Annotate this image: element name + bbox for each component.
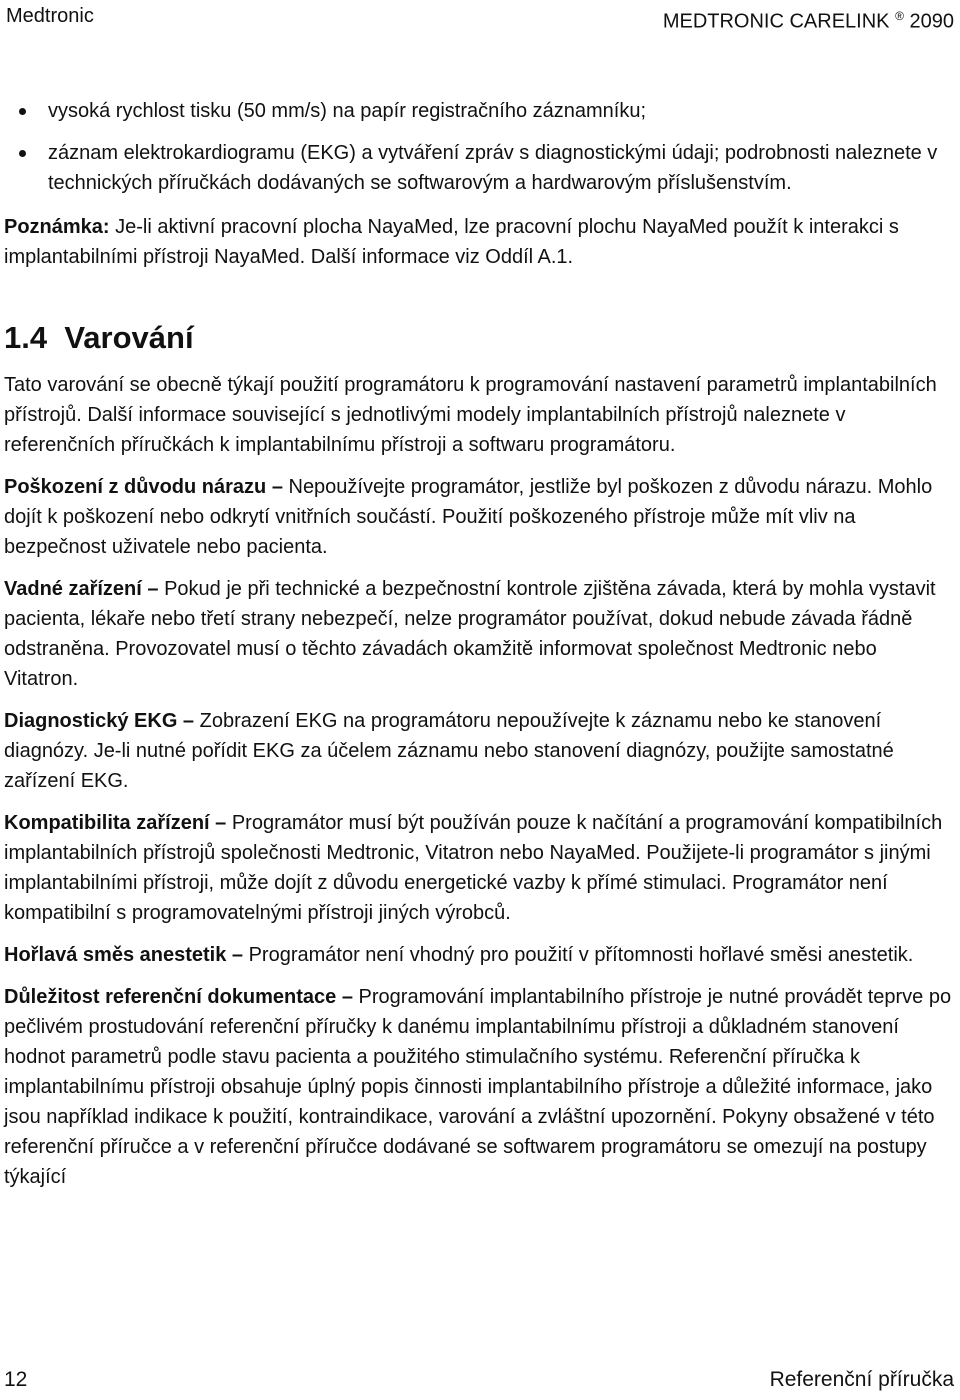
section-heading bbox=[4, 320, 956, 356]
warning-paragraph bbox=[4, 706, 956, 796]
warning-title: Vadné zařízení – bbox=[4, 578, 159, 600]
warning-paragraph bbox=[4, 472, 956, 562]
section-number: 1.4 bbox=[4, 320, 48, 355]
header-product bbox=[663, 2, 954, 36]
warning-paragraph bbox=[4, 982, 956, 1192]
bullet-item: záznam elektrokardiogramu (EKG) a vytváření zpráv s diagnostickými údaji; podrobnosti naleznete v technických příručkách dodávaných se softwarovým a hardwarovým příslušenstvím. bbox=[4, 138, 956, 198]
registered-mark: ® bbox=[895, 9, 904, 23]
page-content bbox=[4, 96, 956, 1204]
warning-title: Diagnostický EKG – bbox=[4, 710, 195, 732]
note-text: Je-li aktivní pracovní plocha NayaMed, lze pracovní plochu NayaMed použít k interakci s implantabilními přístroji NayaMed. Další informace viz Oddíl A.1. bbox=[4, 216, 899, 268]
bullet-item: vysoká rychlost tisku (50 mm/s) na papír registračního záznamníku; bbox=[4, 96, 956, 126]
page-footer bbox=[4, 1366, 954, 1394]
warning-title: Hořlavá směs anestetik – bbox=[4, 944, 244, 966]
warning-paragraph bbox=[4, 574, 956, 694]
warning-text: Pokud je při technické a bezpečnostní kontrole zjištěna závada, která by mohla vystavit pacienta, lékaře nebo třetí strany nebezpečí, nelze programátor používat, dokud nebude závada řádně odstraněna. Provozovatel musí o těchto závadách okamžitě informovat společnost Medtronic nebo Vitatron. bbox=[4, 578, 936, 690]
warning-text: Zobrazení EKG na programátoru nepoužívejte k záznamu nebo ke stanovení diagnózy. Je-li nutné pořídit EKG za účelem záznamu nebo stanovení diagnózy, použijte samostatné zařízení EKG. bbox=[4, 710, 894, 792]
warning-title: Důležitost referenční dokumentace – bbox=[4, 986, 353, 1008]
header-brand: Medtronic bbox=[6, 5, 94, 27]
warning-title: Poškození z důvodu nárazu – bbox=[4, 476, 283, 498]
intro-paragraph: Tato varování se obecně týkají použití programátoru k programování nastavení parametrů implantabilních přístrojů. Další informace související s jednotlivými modely implantabilních přístrojů naleznete v referenčních příručkách k implantabilnímu přístroji a softwaru programátoru. bbox=[4, 374, 937, 456]
note-paragraph bbox=[4, 212, 956, 272]
header-product-name: MEDTRONIC CARELINK bbox=[662, 10, 890, 33]
warning-text: Programování implantabilního přístroje je nutné provádět teprve po pečlivém prostudování referenční příručky k danému implantabilnímu přístroji a důkladném stanovení hodnot parametrů podle stavu pacienta a použitého stimulačního systému. Referenční příručka k implantabilnímu přístroji obsahuje úplný popis činnosti implantabilního přístroje a důležité informace, jako jsou například indikace k použití, kontraindikace, varování a zvláštní upozornění. Pokyny obsažené v této referenční příručce a v referenční příručce dodávané se softwarem programátoru se omezují na postupy týkající bbox=[4, 986, 952, 1188]
note-label: Poznámka: bbox=[4, 216, 110, 238]
warning-text: Programátor není vhodný pro použití v přítomnosti hořlavé směsi anestetik. bbox=[243, 944, 914, 966]
document-title: Referenční příručka bbox=[769, 1368, 954, 1391]
header-model: 2090 bbox=[909, 10, 954, 33]
warning-text: Nepoužívejte programátor, jestliže byl poškozen z důvodu nárazu. Mohlo dojít k poškození nebo odkrytí vnitřních součástí. Použití poškozeného přístroje může mít vliv na bezpečnost uživatele nebo pacienta. bbox=[4, 476, 933, 558]
page-number: 12 bbox=[4, 1368, 28, 1391]
page-header bbox=[6, 2, 954, 36]
warning-title: Kompatibilita zařízení – bbox=[4, 812, 227, 834]
warning-text: Programátor musí být používán pouze k načítání a programování kompatibilních implantabilních přístrojů společnosti Medtronic, Vitatron nebo NayaMed. Použijete-li programátor s jinými implantabilními přístroji, může dojít z důvodu energetické vazby k přímé stimulaci. Programátor není kompatibilní s programovatelnými přístroji jiných výrobců. bbox=[4, 812, 943, 924]
warning-paragraph bbox=[4, 808, 956, 928]
warning-paragraph bbox=[4, 940, 956, 970]
section-title: Varování bbox=[64, 320, 194, 355]
